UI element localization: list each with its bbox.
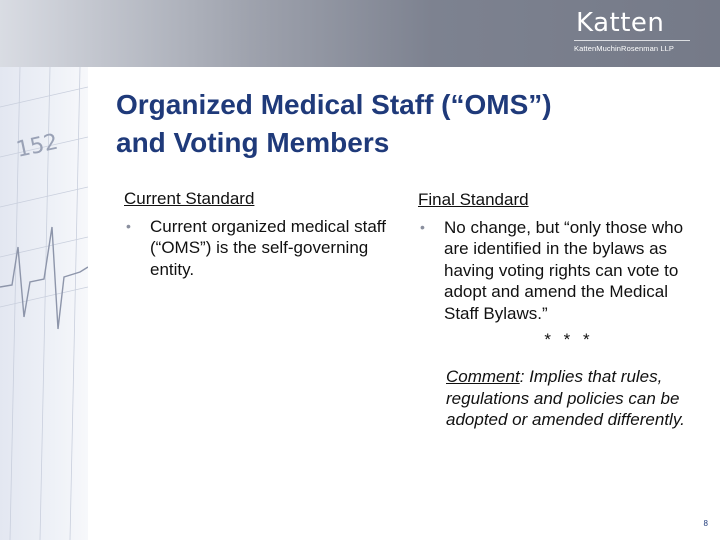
final-standard-heading: Final Standard	[418, 190, 529, 209]
page-number: 8	[703, 519, 708, 528]
slide-title	[116, 86, 696, 162]
current-standard-text: Current organized medical staff (“OMS”) is the self-governing entity.	[150, 216, 386, 279]
final-standard-bullet	[418, 217, 700, 325]
logo-subtitle: KattenMuchinRosenman LLP	[574, 44, 674, 53]
current-standard-column	[124, 188, 394, 280]
comment-block	[418, 366, 700, 431]
slide-title-line-1: Organized Medical Staff (“OMS”)	[116, 89, 552, 120]
bullet-icon: •	[126, 217, 131, 234]
current-standard-bullet	[124, 216, 394, 281]
final-standard-text: No change, but “only those who are identified in the bylaws as having voting rights can vote to adopt and amend the Medical Staff Bylaws.”	[444, 217, 684, 323]
bullet-icon: •	[420, 218, 425, 235]
current-standard-heading: Current Standard	[124, 189, 255, 208]
section-separator: * * *	[544, 329, 594, 349]
handwritten-number: 152	[14, 129, 61, 163]
katten-logo	[574, 8, 694, 53]
slide-title-line-2: and Voting Members	[116, 127, 390, 158]
decorative-ecg-panel	[0, 67, 88, 540]
ecg-chart-decoration	[0, 67, 88, 540]
comment-text: : Implies that rules, regulations and policies can be adopted or amended differently.	[446, 367, 685, 430]
logo-wordmark: Katten	[576, 8, 665, 38]
final-standard-column	[418, 189, 700, 431]
header-bar	[0, 0, 720, 67]
logo-divider	[574, 40, 690, 41]
comment-label: Comment	[446, 367, 520, 387]
